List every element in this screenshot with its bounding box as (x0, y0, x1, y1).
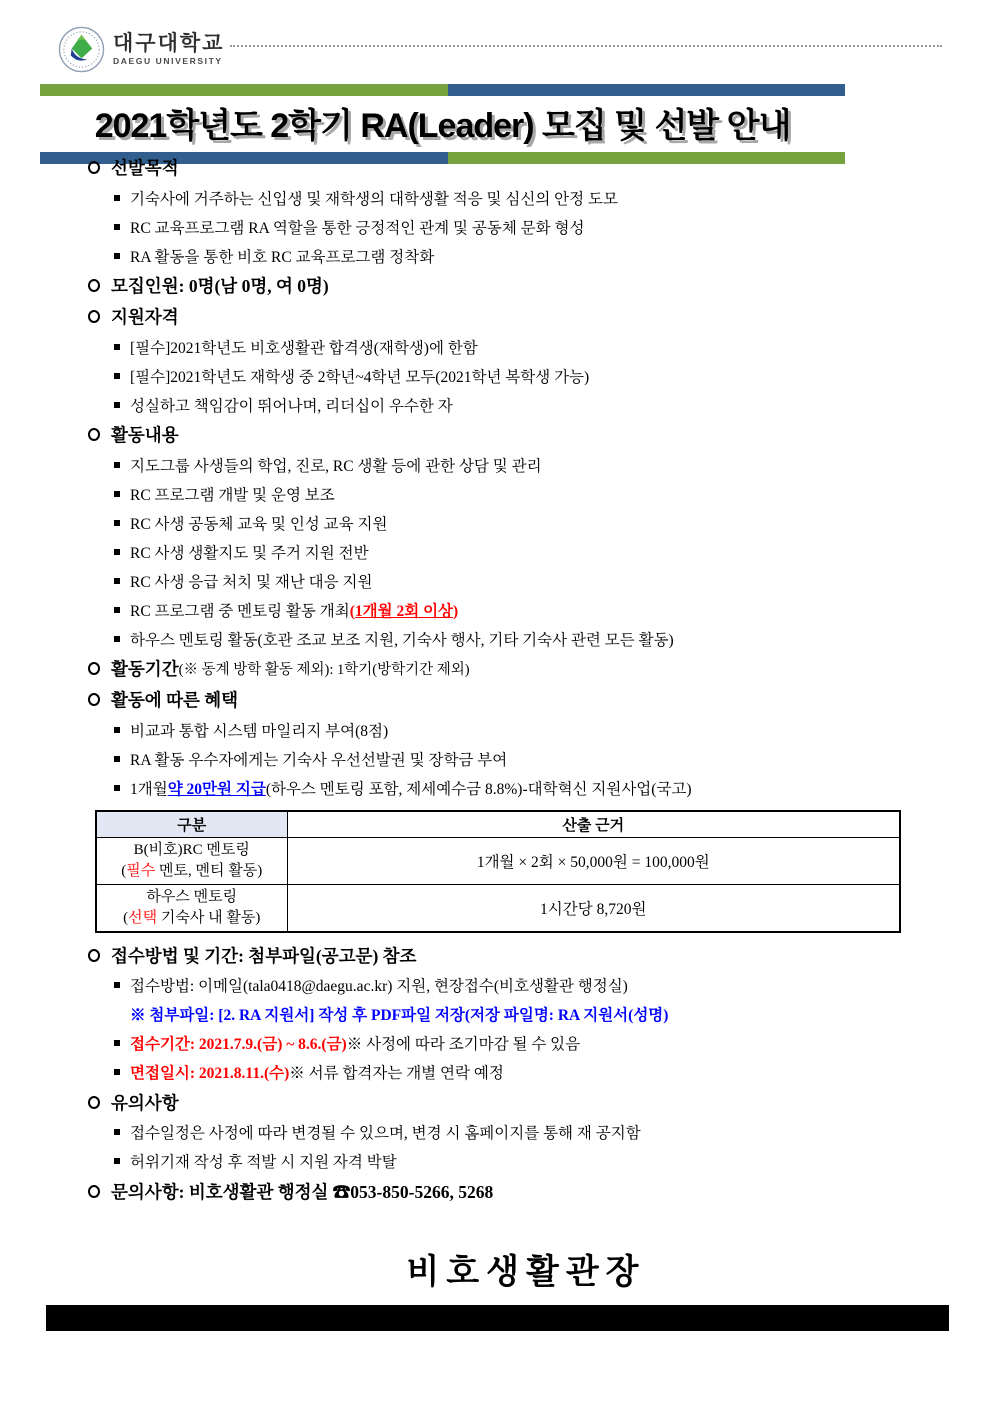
item-bullet-icon (114, 727, 120, 733)
item-bullet-icon (114, 224, 120, 230)
application-method: 접수방법: 이메일(tala0418@daegu.ac.kr) 지원, 현장접수(비호생활관 행정실) (114, 971, 950, 1000)
university-logo (58, 26, 942, 73)
activities-item: RC 사생 생활지도 및 주거 지원 전반 (114, 537, 950, 566)
item-bullet-icon (114, 1069, 120, 1075)
benefits-item: 비교과 통합 시스템 마일리지 부여(8점) (114, 715, 950, 744)
section-heading-application: 접수방법 및 기간: 첨부파일(공고문) 참조 (88, 940, 950, 971)
item-bullet-icon (114, 520, 120, 526)
banner-top-bar (40, 84, 845, 96)
section-heading-benefits: 활동에 따른 혜택 (88, 684, 950, 715)
university-seal-icon (58, 26, 105, 73)
activities-item-mentoring: RC 프로그램 중 멘토링 활동 개최 (1개월 2회 이상) (114, 595, 950, 624)
item-bullet-icon (114, 1040, 120, 1046)
item-bullet-icon (114, 195, 120, 201)
table-header-category: 구분 (96, 811, 287, 837)
item-bullet-icon (114, 462, 120, 468)
purpose-item: RC 교육프로그램 RA 역할을 통한 긍정적인 관계 및 공동체 문화 형성 (114, 212, 950, 241)
purpose-item: RA 활동을 통한 비호 RC 교육프로그램 정착화 (114, 241, 950, 270)
activities-item: 지도그룹 사생들의 학업, 진로, RC 생활 등에 관한 상담 및 관리 (114, 450, 950, 479)
table-cell-category: 하우스 멘토링 (선택 기숙사 내 활동) (96, 884, 287, 932)
item-bullet-icon (114, 549, 120, 555)
interview-date: 면접일시: 2021.8.11.(수) ※ 서류 합격자는 개별 연락 예정 (114, 1058, 950, 1087)
item-bullet-icon (114, 756, 120, 762)
section-bullet-icon (88, 693, 100, 706)
activities-item: RC 프로그램 개발 및 운영 보조 (114, 479, 950, 508)
item-bullet-icon (114, 1158, 120, 1164)
interview-date-value: 면접일시: 2021.8.11.(수) (130, 1065, 290, 1082)
section-bullet-icon (88, 662, 100, 675)
application-period-dates: 접수기간: 2021.7.9.(금) ~ 8.6.(금) (130, 1036, 347, 1053)
benefits-item-pay: 1개월 약 20만원 지급 (하우스 멘토링 포함, 제세예수금 8.8%)-대학혁신 지원사업(국고) (114, 773, 950, 802)
section-bullet-icon (88, 949, 100, 962)
mentoring-pay-table (95, 810, 901, 933)
table-row (96, 837, 900, 884)
section-bullet-icon (88, 1185, 100, 1198)
item-bullet-icon (114, 253, 120, 259)
notice-body (88, 152, 950, 1293)
qualification-item: [필수]2021학년도 재학생 중 2학년~4학년 모두(2021학년 복학생 가능) (114, 361, 950, 390)
application-attachment: ※ 첨부파일: [2. RA 지원서] 작성 후 PDF파일 저장(저장 파일명: RA 지원서(성명) (130, 1007, 669, 1024)
section-heading-contact: 문의사항: 비호생활관 행정실 ☎053-850-5266, 5268 (88, 1176, 950, 1207)
activities-item: RC 사생 응급 처치 및 재난 대응 지원 (114, 566, 950, 595)
notes-item: 허위기재 작성 후 적발 시 지원 자격 박탈 (114, 1147, 950, 1176)
section-bullet-icon (88, 1096, 100, 1109)
university-name-en: DAEGU UNIVERSITY (113, 56, 223, 67)
pay-amount-highlight: 약 20만원 지급 (167, 780, 266, 798)
optional-label: 선택 (128, 909, 158, 926)
section-heading-qualification: 지원자격 (88, 301, 950, 332)
item-bullet-icon (114, 578, 120, 584)
mentoring-frequency-highlight: (1개월 2회 이상) (349, 602, 459, 620)
notice-title: 2021학년도 2학기 RA(Leader) 모집 및 선발 안내 (94, 107, 791, 145)
footer-black-bar (46, 1305, 949, 1331)
required-label: 필수 (126, 862, 156, 879)
header-dotted-rule (230, 45, 942, 47)
purpose-item: 기숙사에 거주하는 신입생 및 재학생의 대학생활 적응 및 심신의 안정 도모 (114, 183, 950, 212)
section-heading-activities: 활동내용 (88, 419, 950, 450)
qualification-item: [필수]2021학년도 비호생활관 합격생(재학생)에 한함 (114, 332, 950, 361)
item-bullet-icon (114, 607, 120, 613)
table-row (96, 884, 900, 932)
item-bullet-icon (114, 982, 120, 988)
section-heading-period: 활동기간 (※ 동계 방학 활동 제외): 1학기(방학기간 제외) (88, 653, 950, 684)
table-header-row (96, 811, 900, 837)
table-cell-category: B(비호)RC 멘토링 (필수 멘토, 멘티 활동) (96, 837, 287, 884)
item-bullet-icon (114, 636, 120, 642)
section-heading-purpose: 선발목적 (88, 152, 950, 183)
notes-item: 접수일정은 사정에 따라 변경될 수 있으며, 변경 시 홈페이지를 통해 재 공지함 (114, 1118, 950, 1147)
section-bullet-icon (88, 310, 100, 323)
section-heading-recruit-count: 모집인원: 0명(남 0명, 여 0명) (88, 270, 950, 301)
application-period: 접수기간: 2021.7.9.(금) ~ 8.6.(금) ※ 사정에 따라 조기마감 될 수 있음 (114, 1029, 950, 1058)
section-bullet-icon (88, 428, 100, 441)
section-bullet-icon (88, 279, 100, 292)
item-bullet-icon (114, 373, 120, 379)
section-heading-notes: 유의사항 (88, 1087, 950, 1118)
item-bullet-icon (114, 491, 120, 497)
item-bullet-icon (114, 344, 120, 350)
signature-title: 비호생활관장 (406, 1252, 646, 1291)
benefits-item: RA 활동 우수자에게는 기숙사 우선선발권 및 장학금 부여 (114, 744, 950, 773)
item-bullet-icon (114, 1129, 120, 1135)
activities-item: RC 사생 공동체 교육 및 인성 교육 지원 (114, 508, 950, 537)
period-note: (※ 동계 방학 활동 제외): 1학기(방학기간 제외) (178, 662, 470, 678)
table-cell-basis: 1시간당 8,720원 (287, 884, 900, 932)
university-wordmark (113, 33, 224, 66)
table-header-basis: 산출 근거 (287, 811, 900, 837)
item-bullet-icon (114, 402, 120, 408)
activities-item-house: 하우스 멘토링 활동(호관 조교 보조 지원, 기숙사 행사, 기타 기숙사 관련 모든 활동) (114, 624, 950, 653)
qualification-item: 성실하고 책임감이 뛰어나며, 리더십이 우수한 자 (114, 390, 950, 419)
section-bullet-icon (88, 161, 100, 174)
university-name-kr: 대구대학교 (113, 32, 225, 56)
table-cell-basis: 1개월 × 2회 × 50,000원 = 100,000원 (287, 837, 900, 884)
item-bullet-icon (114, 785, 120, 791)
